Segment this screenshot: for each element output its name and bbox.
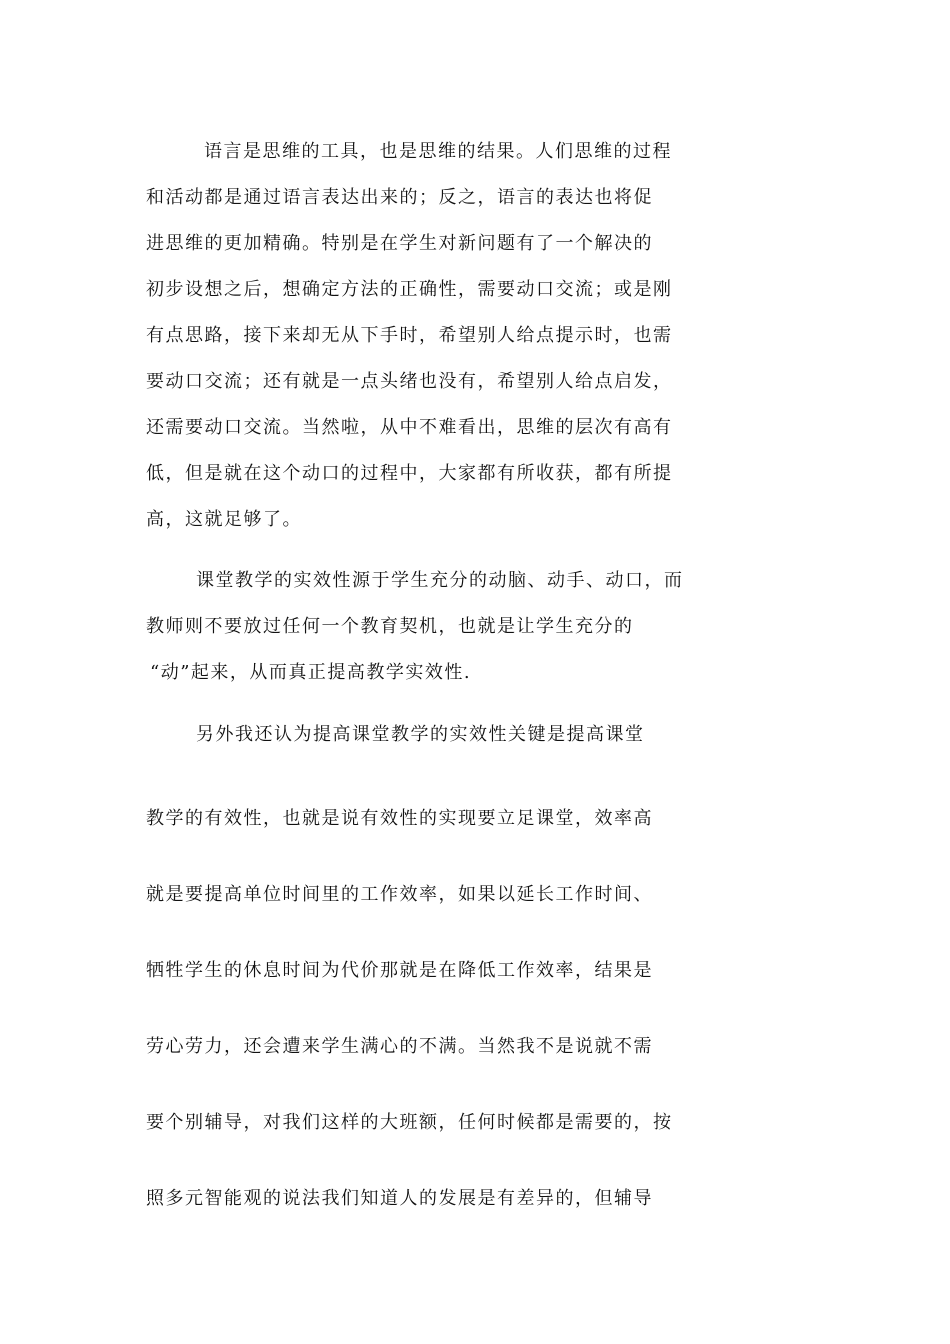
text-line: 还需要动口交流。当然啦，从中不难看出，思维的层次有高有 [146,417,673,438]
text-line: 低，但是就在这个动口的过程中，大家都有所收获，都有所提 [146,463,673,484]
text-line: 进思维的更加精确。特别是在学生对新问题有了一个解决的 [146,233,653,254]
text-line: 照多元智能观的说法我们知道人的发展是有差异的，但辅导 [146,1188,653,1209]
text-line: 教学的有效性，也就是说有效性的实现要立足课堂，效率高 [146,808,653,829]
text-line: 课堂教学的实效性源于学生充分的动脑、动手、动口，而 [196,570,684,591]
text-line: 要个别辅导，对我们这样的大班额，任何时候都是需要的，按 [146,1112,673,1133]
text-line: 高，这就足够了。 [146,509,302,530]
text-line: “动”起来，从而真正提高教学实效性. [150,662,472,683]
text-line: 就是要提高单位时间里的工作效率，如果以延长工作时间、 [146,884,653,905]
text-line: 有点思路，接下来却无从下手时，希望别人给点提示时，也需 [146,325,673,346]
text-line: 牺牲学生的休息时间为代价那就是在降低工作效率，结果是 [146,960,653,981]
text-line: 和活动都是通过语言表达出来的；反之，语言的表达也将促 [146,187,653,208]
text-line: 语言是思维的工具，也是思维的结果。人们思维的过程 [204,141,672,162]
text-line: 教师则不要放过任何一个教育契机，也就是让学生充分的 [146,616,634,637]
text-line: 另外我还认为提高课堂教学的实效性关键是提高课堂 [196,724,645,745]
text-line: 初步设想之后，想确定方法的正确性，需要动口交流；或是刚 [146,279,673,300]
text-line: 要动口交流；还有就是一点头绪也没有，希望别人给点启发， [146,371,673,392]
text-line: 劳心劳力，还会遭来学生满心的不满。当然我不是说就不需 [146,1036,653,1057]
